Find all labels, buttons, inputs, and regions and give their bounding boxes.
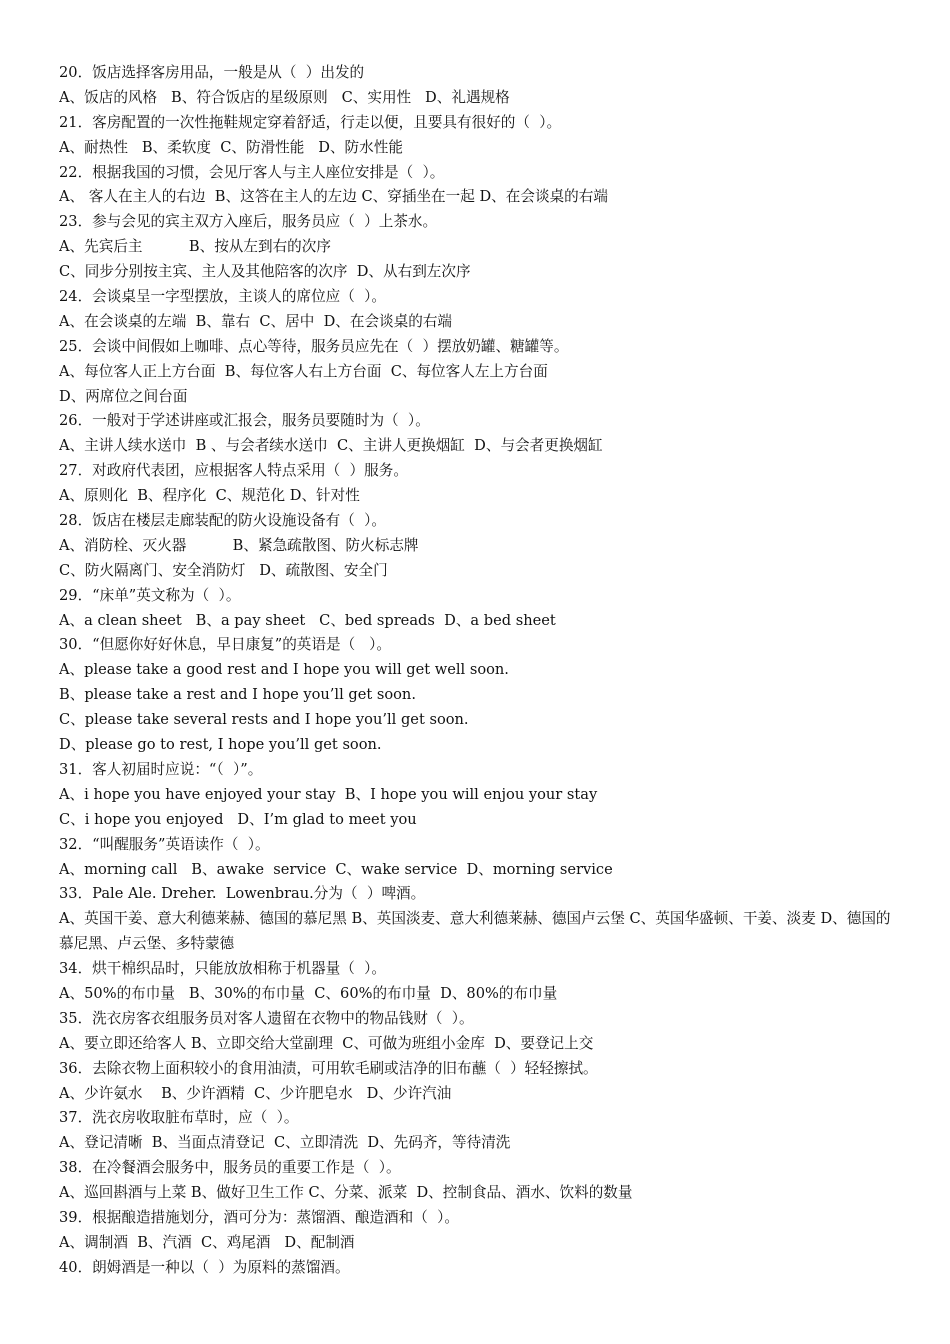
- question-37: 37．洗衣房收取脏布草时，应（ ）。: [59, 1109, 299, 1127]
- options-35: A、要立即还给客人 B、立即交给大堂副理 C、可做为班组小金库 D、要登记上交: [59, 1034, 594, 1052]
- options-30-b: B、please take a rest and I hope you’ll get soon.: [59, 686, 416, 704]
- options-28-ab: A、消防栓、灭火器 B、紧急疏散图、防火标志牌: [59, 536, 419, 554]
- question-29: 29．“床单”英文称为（ ）。: [59, 586, 241, 604]
- options-38: A、巡回斟酒与上菜 B、做好卫生工作 C、分菜、派菜 D、控制食品、酒水、饮料的数量: [59, 1184, 633, 1202]
- options-20: A、饭店的风格 B、符合饭店的星级原则 C、实用性 D、礼遇规格: [59, 88, 510, 106]
- question-35: 35．洗衣房客衣组服务员对客人遗留在衣物中的物品钱财（ ）。: [59, 1009, 474, 1027]
- options-23-ab: A、先宾后主 B、按从左到右的次序: [59, 238, 331, 256]
- question-22: 22．根据我国的习惯，会见厅客人与主人座位安排是（ ）。: [59, 163, 445, 181]
- question-31: 31．客人初届时应说：“（ ）”。: [59, 760, 263, 778]
- options-30-a: A、please take a good rest and I hope you will get well soon.: [59, 661, 509, 679]
- options-25-d: D、两席位之间台面: [59, 387, 188, 405]
- question-39: 39．根据酿造措施划分，酒可分为：蒸馏酒、酿造酒和（ ）。: [59, 1209, 459, 1226]
- options-39: A、调制酒 B、汽酒 C、鸡尾酒 D、配制酒: [59, 1233, 355, 1251]
- question-28: 28．饭店在楼层走廊装配的防火设施设备有（ ）。: [59, 512, 387, 530]
- options-36: A、少许氨水 B、少许酒精 C、少许肥皂水 D、少许汽油: [59, 1084, 452, 1102]
- options-37: A、登记清晰 B、当面点清登记 C、立即清洗 D、先码齐，等待清洗: [59, 1134, 511, 1152]
- question-33: 33．Pale Ale. Dreher. Lowenbrau.分为（ ）啤酒。: [59, 885, 426, 903]
- options-25-abc: A、每位客人正上方台面 B、每位客人右上方台面 C、每位客人左上方台面: [59, 362, 548, 380]
- question-23: 23．参与会见的宾主双方入座后，服务员应（ ）上茶水。: [59, 213, 438, 231]
- question-25: 25．会谈中间假如上咖啡、点心等待，服务员应先在（ ）摆放奶罐、糖罐等。: [59, 337, 569, 355]
- question-34: 34．烘干棉织品时，只能放放相称于机器量（ ）。: [59, 960, 387, 978]
- options-31-ab: A、i hope you have enjoyed your stay B、I hope you will enjou your stay: [59, 785, 598, 803]
- options-29: A、a clean sheet B、a pay sheet C、bed spreads D、a bed sheet: [59, 611, 556, 629]
- question-32: 32．“叫醒服务”英语读作（ ）。: [59, 835, 270, 853]
- options-33: A、英国干姜、意大利德莱赫、德国的慕尼黑 B、英国淡麦、意大利德莱赫、德国卢云堡 C、英国华盛顿、干姜、淡麦 D、德国的慕尼黑、卢云堡、多特蒙德: [59, 910, 891, 953]
- question-21: 21．客房配置的一次性拖鞋规定穿着舒适，行走以便，且要具有很好的（ ）。: [59, 113, 562, 131]
- options-30-c: C、please take several rests and I hope you’ll get soon.: [59, 711, 469, 729]
- question-20: 20．饭店选择客房用品，一般是从（ ）出发的: [59, 64, 365, 81]
- options-31-cd: C、i hope you enjoyed D、I’m glad to meet you: [59, 810, 417, 828]
- options-23-cd: C、同步分别按主宾、主人及其他陪客的次序 D、从右到左次序: [59, 263, 471, 281]
- options-21: A、耐热性 B、柔软度 C、防滑性能 D、防水性能: [59, 138, 403, 156]
- options-27: A、原则化 B、程序化 C、规范化 D、针对性: [59, 487, 360, 505]
- question-38: 38．在冷餐酒会服务中，服务员的重要工作是（ ）。: [59, 1159, 401, 1177]
- question-24: 24．会谈桌呈一字型摆放，主谈人的席位应（ ）。: [59, 288, 387, 306]
- question-26: 26．一般对于学述讲座或汇报会，服务员要随时为（ ）。: [59, 412, 430, 430]
- question-30: 30．“但愿你好好休息，早日康复”的英语是（ ）。: [59, 636, 391, 654]
- options-24: A、在会谈桌的左端 B、靠右 C、居中 D、在会谈桌的右端: [59, 312, 453, 330]
- options-34: A、50%的布巾量 B、30%的布巾量 C、60%的布巾量 D、80%的布巾量: [59, 984, 558, 1002]
- options-26: A、主讲人续水送巾 B 、与会者续水送巾 C、主讲人更换烟缸 D、与会者更换烟缸: [59, 437, 603, 455]
- document-page: [59, 61, 899, 1281]
- question-36: 36．去除衣物上面积较小的食用油渍，可用软毛刷或洁净的旧布蘸（ ）轻轻擦拭。: [59, 1059, 598, 1077]
- options-30-d: D、please go to rest, I hope you’ll get soon.: [59, 736, 382, 754]
- question-40: 40．朗姆酒是一种以（ ）为原料的蒸馏酒。: [59, 1258, 350, 1276]
- options-32: A、morning call B、awake service C、wake service D、morning service: [59, 860, 613, 878]
- options-28-cd: C、防火隔离门、安全消防灯 D、疏散图、安全门: [59, 561, 388, 579]
- options-22: A、 客人在主人的右边 B、这答在主人的左边 C、穿插坐在一起 D、在会谈桌的右端: [59, 188, 608, 206]
- question-27: 27．对政府代表团，应根据客人特点采用（ ）服务。: [59, 462, 408, 480]
